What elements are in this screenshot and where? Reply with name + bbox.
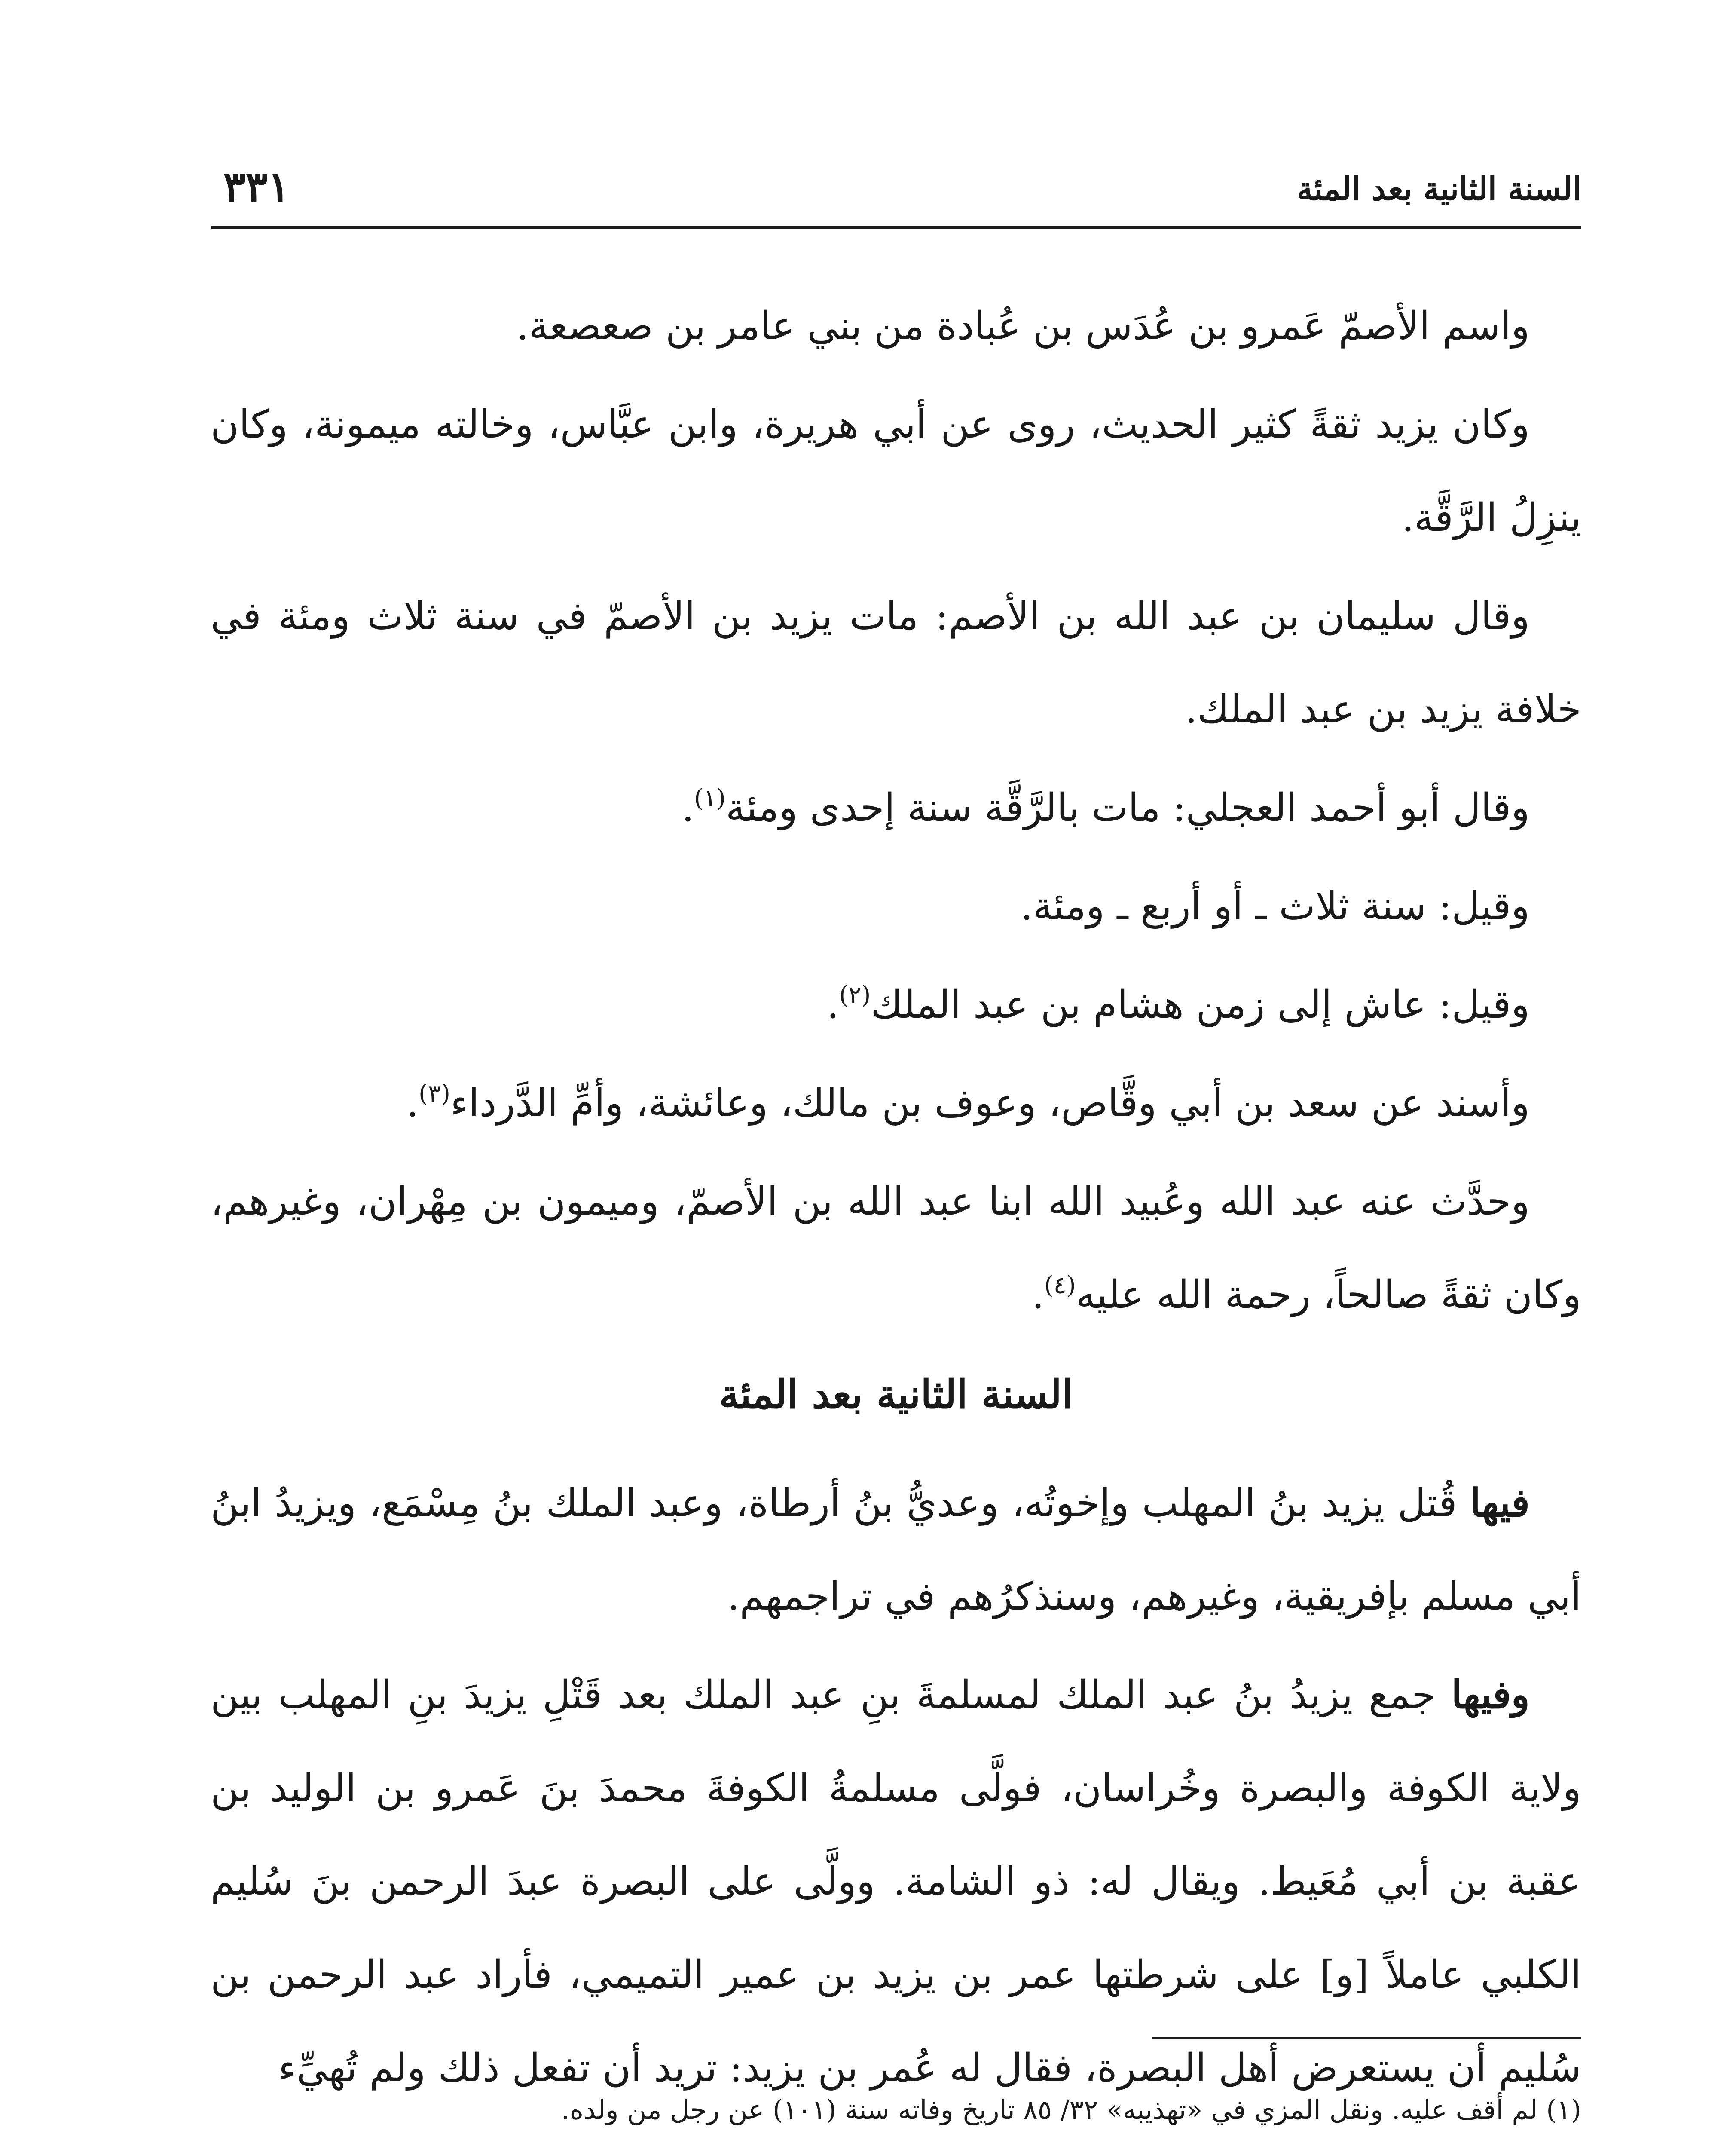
paragraph-period: . [682, 785, 694, 830]
running-header-title: السنة الثانية بعد المئة [1296, 171, 1581, 208]
paragraph-period: . [826, 982, 839, 1027]
paragraph-maslama [211, 1648, 1581, 2115]
footnotes [211, 2080, 1581, 2149]
footnote-ref-4: (٤) [1044, 1271, 1076, 1299]
footnote-separator [1152, 2037, 1581, 2039]
paragraph-year-events [211, 1457, 1581, 1643]
running-header [211, 163, 1581, 215]
paragraph-text: وقال أبو أحمد العجلي: مات بالرَّقَّة سنة إحدى ومئة [725, 785, 1530, 830]
paragraph-period: . [406, 1081, 419, 1126]
paragraph-hisham [211, 958, 1581, 1051]
paragraph-text: وحدَّث عنه عبد الله وعُبيد الله ابنا عبد الله بن الأصمّ، وميمون بن مِهْران، وغيرهم، وكان ثقةً صالحاً، رحمة الله عليه [211, 1179, 1581, 1317]
footnote-ref-2: (٢) [839, 981, 871, 1009]
paragraph-haddath [211, 1155, 1581, 1341]
paragraph-text: وأسند عن سعد بن أبي وقَّاص، وعوف بن مالك، وعائشة، وأمِّ الدَّرداء [450, 1081, 1530, 1126]
section-heading: السنة الثانية بعد المئة [719, 1371, 1073, 1417]
footnote-ref-3: (٣) [419, 1080, 450, 1108]
footnote-ref-1: (١) [694, 784, 726, 812]
paragraph-death-alt: وقيل: سنة ثلاث ـ أو أربع ـ ومئة. [1021, 884, 1530, 929]
header-rule [211, 226, 1581, 229]
paragraph-yazid-narration: وكان يزيد ثقةً كثير الحديث، روى عن أبي هريرة، وابن عبَّاس، وخالته ميمونة، وكان ينزِلُ الرَّقَّة. [211, 402, 1581, 540]
paragraph-asnad [211, 1056, 1581, 1150]
paragraph-text: جمع يزيدُ بنُ عبد الملك لمسلمةَ بنِ عبد الملك بعد قَتْلِ يزيدَ بنِ المهلب بين ولاية الكوفة والبصرة وخُراسان، فولَّى مسلمةُ الكوفةَ محمدَ بنَ عَمرو بن الوليد بن عقبة بن أبي مُعَيط. ويقال له: ذو الشامة. وولَّى على البصرة عبدَ الرحمن بنَ سُليم الكلبي عاملاً [و] على شرطتها عمر بن يزيد بن عمير التميمي، فأراد عبد الرحمن بن سُليم أن يستعرض أهل البصرة، فقال له عُمر بن يزيد: تريد أن تفعل ذلك ولم تُهيِّء [211, 1672, 1581, 2091]
page-number: ٣٣١ [223, 162, 290, 211]
paragraph-death-103: وقال سليمان بن عبد الله بن الأصم: مات يزيد بن الأصمّ في سنة ثلاث ومئة في خلافة يزيد بن عبد الملك. [211, 594, 1581, 732]
paragraph-asam-name: واسم الأصمّ عَمرو بن عُدَس بن عُبادة من بني عامر بن صعصعة. [516, 303, 1530, 349]
paragraph-lead-word: فيها [1470, 1480, 1530, 1526]
paragraph-lead-word: وفيها [1451, 1672, 1530, 1717]
footnote-1: (١) لم أقف عليه. ونقل المزي في «تهذيبه» ٣٢/ ٨٥ تاريخ وفاته سنة (١٠١) عن رجل من ولده. [561, 2094, 1581, 2125]
paragraph-text: وقيل: عاش إلى زمن هشام بن عبد الملك [871, 982, 1530, 1027]
footnote-2 [211, 2142, 1581, 2149]
paragraph-death-101 [211, 761, 1581, 854]
book-page [211, 0, 1581, 2149]
main-text [211, 279, 1581, 2115]
paragraph-period: . [1032, 1272, 1044, 1317]
paragraph-text: قُتل يزيد بنُ المهلب وإخوتُه، وعديُّ بنُ أرطاة، وعبد الملك بنُ مِسْمَع، ويزيدُ ابنُ أبي مسلم بإفريقية، وغيرهم، وسنذكرُهم في تراجمهم. [211, 1481, 1581, 1619]
